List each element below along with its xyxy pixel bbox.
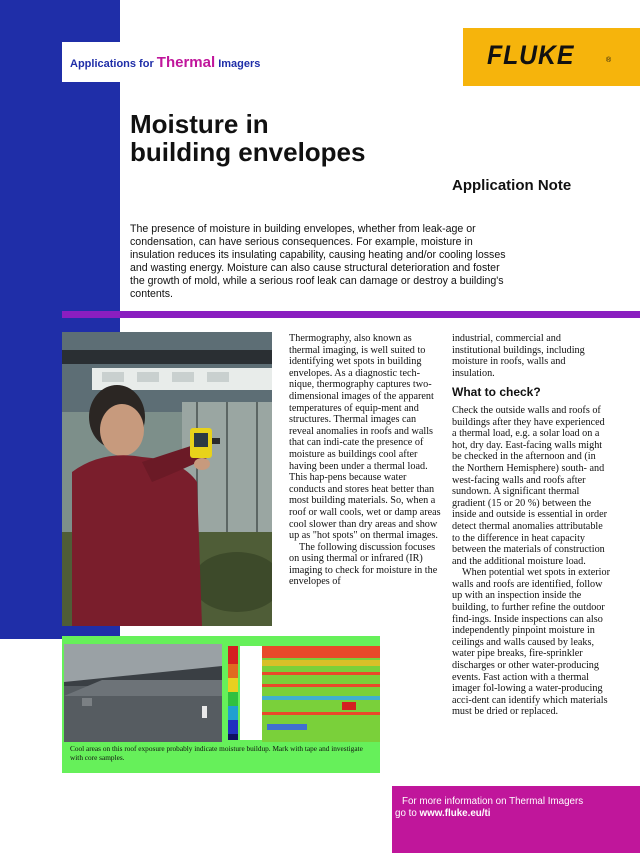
inspector-photo xyxy=(62,332,272,626)
footer-link-line: go to www.fluke.eu/ti xyxy=(395,808,491,819)
registered-mark: ® xyxy=(606,57,612,64)
website-link[interactable]: www.fluke.eu/ti xyxy=(419,808,491,819)
body-paragraph: Thermography, also known as thermal imaging, is well suited to identifying wet spots in building envelopes. As a diagnostic tech-nique, thermography captures two-dimensional images of the apparent temperatures of equip-ment and structures. Thermal images can reveal anomalies in roofs and walls that can indi-cate the presence of moisture as buildings cool after having been under a thermal load. This hap-pens because water conducts and stores heat better than most building materials. So, when a roof or wall cools, wet or damp areas cool slower than dry areas and show up as "hot spots" on thermal images. xyxy=(289,333,441,542)
body-column-2 xyxy=(452,333,610,718)
body-paragraph: industrial, commercial and institutional buildings, including moisture in roofs, walls and insulation. xyxy=(452,333,585,379)
document-type: Application Note xyxy=(452,177,572,194)
body-column-1 xyxy=(289,333,441,588)
page-title: Moisture in building envelopes xyxy=(130,109,366,167)
figure-caption: Cool areas on this roof exposure probably indicate moisture buildup. Mark with tape and investigate with core samples. xyxy=(70,744,363,762)
intro-paragraph: The presence of moisture in building envelopes, whether from leak-age or condensation, can have serious consequences. For example, moisture in insulation reduces its insulating capability, causing heating and/or cooling losses and wasting energy. Moisture can also cause structural deterioration and foster the growth of mold, while a serious roof leak can damage or destroy a building's contents. xyxy=(130,223,506,300)
body-paragraph: The following discussion focuses on using thermal or infrared (IR) imaging to check for moisture in the envelopes of xyxy=(289,541,438,588)
roof-thermal-image xyxy=(262,646,380,742)
body-paragraph: When potential wet spots in exterior walls and roofs are identified, follow up with an inspection inside the building, to further refine the outdoor find-ings. Inside inspections can also independently pinpoint moisture in ceilings and walls caused by leaks, water pipe breaks, fire-sprinkler discharges or other water-producing events. Fast action with a thermal imager fol-lowing a water-producing acci-dent can identify which materials must be dried or replaced. xyxy=(452,567,610,718)
section-heading: What to check? xyxy=(452,385,541,400)
header-highlight: Thermal xyxy=(156,54,216,71)
body-paragraph: Check the outside walls and roofs of buildings after they have experienced a thermal load, e.g. a solar load on a hot, dry day. East-facing walls might be checked in the afternoon and (in the Northern Hemisphere) south- and west-facing walls and roofs after sundown. A significant thermal gradient (15 or 20 %) between the inside and outside is essential in order detect thermal anomalies attributable to the difference in heat capacity between the materials of construction and the additional moisture load. xyxy=(452,404,608,567)
series-header: Applications for Thermal Imagers xyxy=(70,54,261,71)
color-scale-bar xyxy=(228,646,264,740)
footer-info-text: For more information on Thermal Imagers xyxy=(402,796,584,807)
roof-visible-photo xyxy=(64,644,222,742)
divider-rule xyxy=(62,311,640,318)
fluke-logo: FLUKE xyxy=(487,40,575,70)
